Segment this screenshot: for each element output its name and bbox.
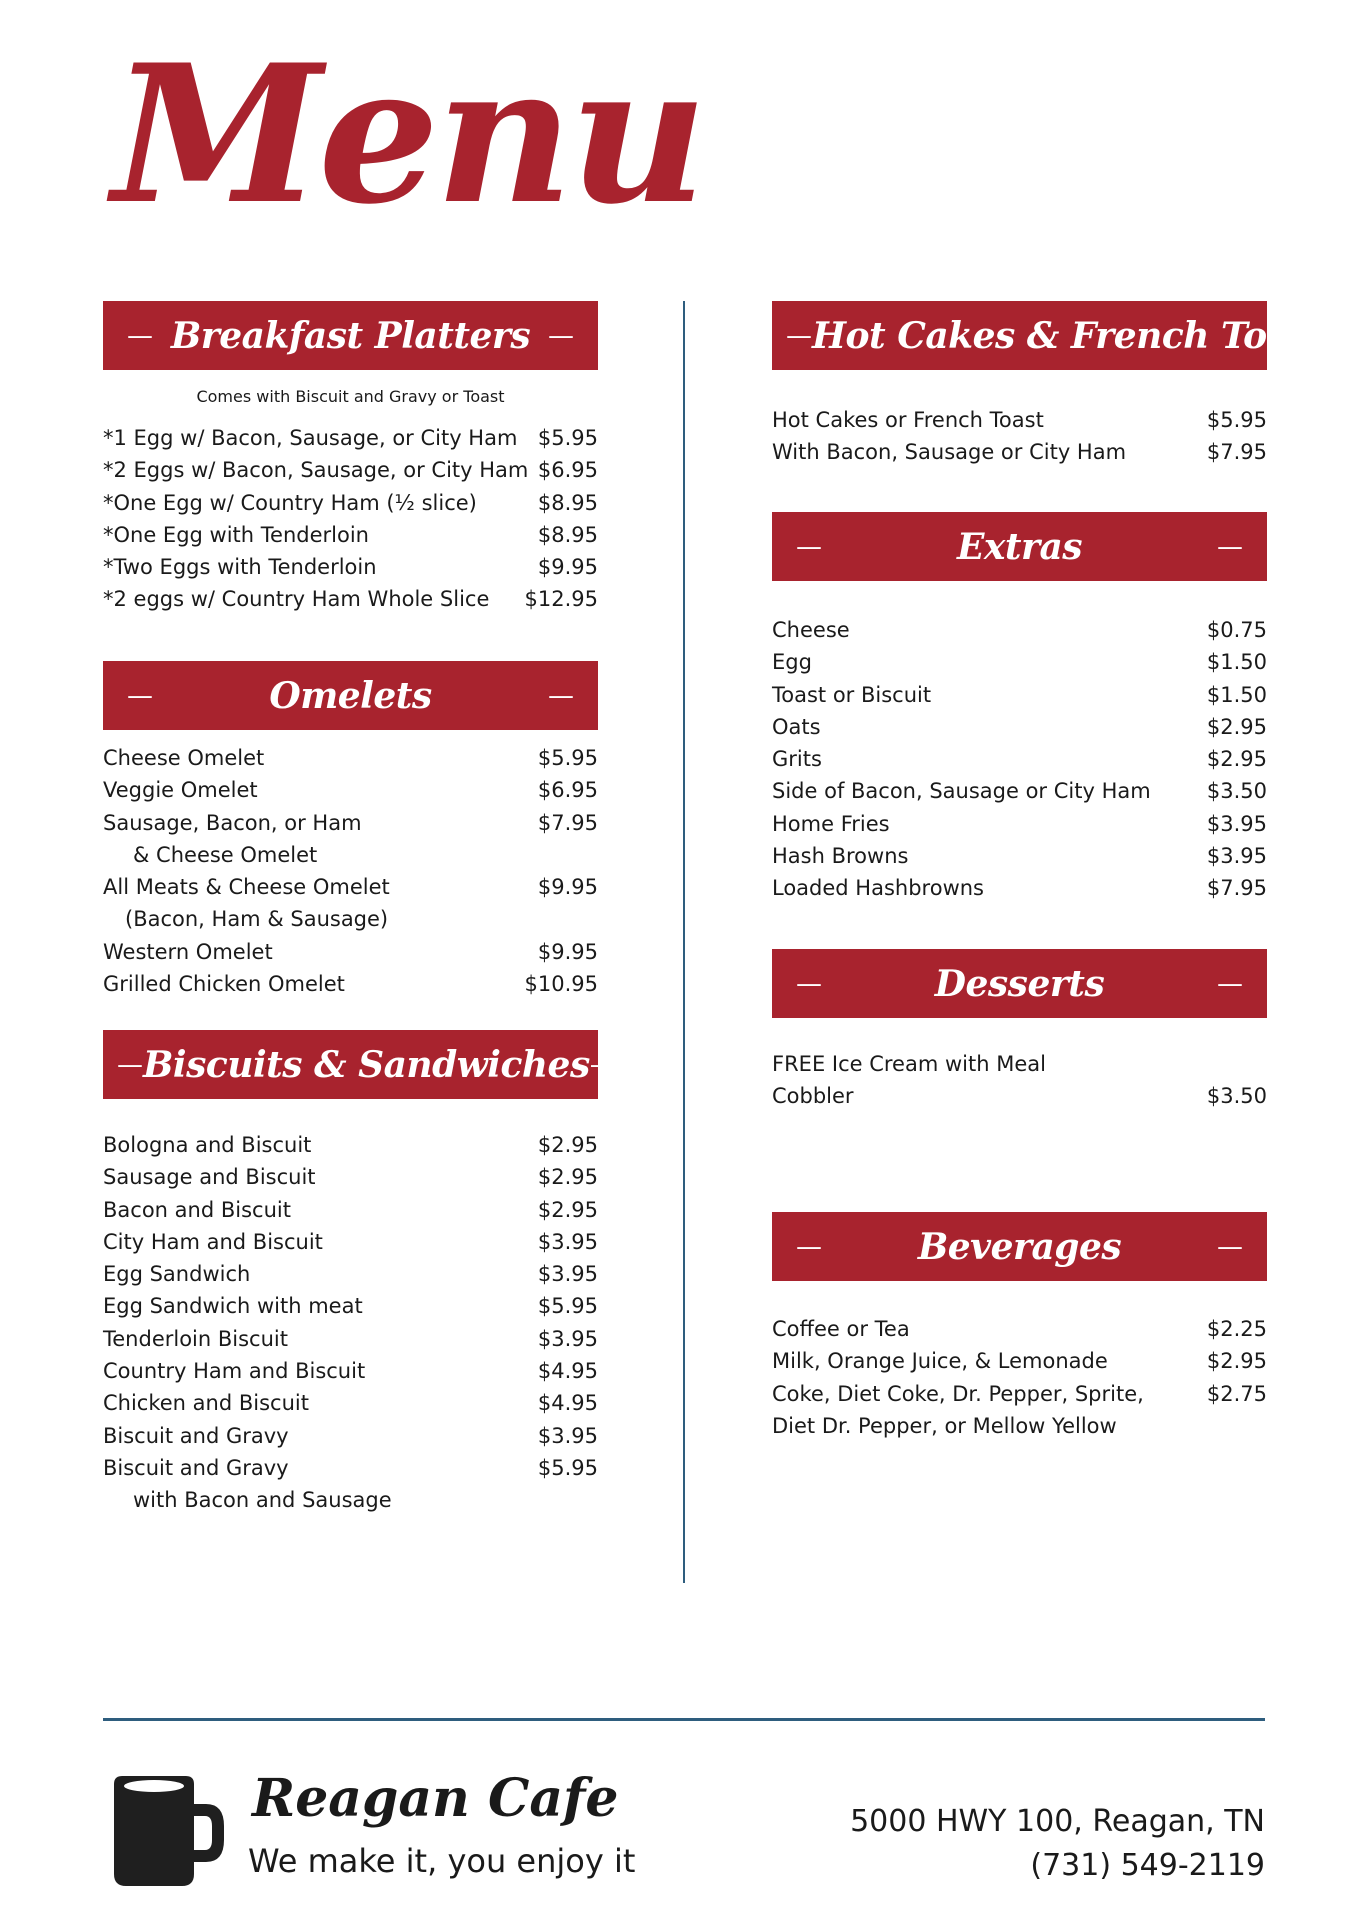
item-price: $9.95 <box>537 875 598 900</box>
item-name: Country Ham and Biscuit <box>103 1359 366 1384</box>
section-breakfast-platters <box>103 301 598 616</box>
item-name: Western Omelet <box>103 939 273 964</box>
menu-item <box>103 1420 598 1452</box>
menu-item <box>772 614 1267 646</box>
menu-item <box>103 968 598 1000</box>
menu-item <box>103 1323 598 1355</box>
section-extras <box>772 512 1267 905</box>
menu-item <box>103 774 598 806</box>
item-subtext: with Bacon and Sausage <box>133 1488 392 1513</box>
item-price: $3.50 <box>1206 1084 1267 1109</box>
section-note: Comes with Biscuit and Gravy or Toast <box>196 387 505 406</box>
menu-item <box>772 646 1267 678</box>
item-price: $3.95 <box>537 1229 598 1254</box>
item-name: Egg <box>772 650 812 675</box>
item-price: $5.95 <box>537 426 598 450</box>
item-name: *2 eggs w/ Country Ham Whole Slice <box>103 587 490 612</box>
item-subtext: & Cheese Omelet <box>133 842 318 867</box>
menu-item <box>772 1378 1267 1410</box>
menu-item-list <box>772 1313 1267 1442</box>
item-name: *One Egg w/ Country Ham (½ slice) <box>103 490 477 515</box>
item-price: $5.95 <box>1206 408 1267 432</box>
item-price: $8.95 <box>537 490 598 515</box>
item-name: Cheese <box>772 618 850 642</box>
section-banner <box>772 512 1267 581</box>
banner-dash: — <box>1325 320 1352 351</box>
contact-info <box>850 1800 1265 1888</box>
section-omelets <box>103 661 598 1000</box>
item-price: $3.95 <box>537 1423 598 1448</box>
phone-number: (731) 549-2119 <box>1030 1848 1265 1883</box>
item-price: $7.95 <box>1206 876 1267 901</box>
item-subtext: (Bacon, Ham & Sausage) <box>125 907 389 932</box>
item-name: City Ham and Biscuit <box>103 1229 323 1254</box>
item-name: Toast or Biscuit <box>772 682 932 707</box>
menu-item-list <box>103 742 598 1000</box>
item-name: With Bacon, Sausage or City Ham <box>772 440 1127 465</box>
item-name: Chicken and Biscuit <box>103 1391 309 1416</box>
section-desserts <box>772 949 1267 1113</box>
menu-item <box>103 742 598 774</box>
item-name: Cheese Omelet <box>103 746 265 770</box>
item-price: $2.95 <box>537 1133 598 1157</box>
section-beverages <box>772 1212 1267 1442</box>
menu-item <box>772 1313 1267 1345</box>
menu-item <box>772 808 1267 840</box>
section-title: Omelets <box>269 674 432 717</box>
banner-dash: — <box>796 531 822 562</box>
banner-dash: — <box>1217 968 1243 999</box>
banner-dash: — <box>127 320 153 351</box>
item-name: Sausage and Biscuit <box>103 1165 316 1190</box>
item-name: Milk, Orange Juice, & Lemonade <box>772 1349 1108 1374</box>
menu-item <box>103 1290 598 1322</box>
menu-item-list <box>103 1129 598 1517</box>
section-title: Breakfast Platters <box>170 314 531 357</box>
item-name: Side of Bacon, Sausage or City Ham <box>772 779 1151 804</box>
banner-dash: — <box>548 320 574 351</box>
item-name: All Meats & Cheese Omelet <box>103 875 390 900</box>
menu-item <box>103 936 598 968</box>
item-name: *2 Eggs w/ Bacon, Sausage, or City Ham <box>103 458 529 483</box>
menu-item <box>103 1452 598 1484</box>
menu-item <box>772 436 1267 468</box>
menu-item <box>772 872 1267 904</box>
banner-dash: — <box>796 968 822 999</box>
banner-dash: — <box>1216 1231 1243 1262</box>
item-name: Hash Browns <box>772 844 909 869</box>
banner-dash: — <box>548 680 574 711</box>
item-price: $4.95 <box>537 1359 598 1384</box>
item-price: $6.95 <box>537 778 598 803</box>
item-price: $4.95 <box>537 1391 598 1416</box>
section-title: Beverages <box>917 1225 1122 1268</box>
item-name: Sausage, Bacon, or Ham <box>103 810 362 835</box>
item-name: Egg Sandwich with meat <box>103 1294 363 1319</box>
item-price: $3.50 <box>1206 779 1267 804</box>
item-name: Bologna and Biscuit <box>103 1133 312 1157</box>
menu-item <box>772 404 1267 436</box>
menu-item <box>772 840 1267 872</box>
banner-dash: — <box>1217 531 1243 562</box>
menu-item <box>103 519 598 551</box>
section-title: Extras <box>956 525 1083 568</box>
item-price: $2.95 <box>537 1197 598 1222</box>
menu-item <box>103 1258 598 1290</box>
item-name: Loaded Hashbrowns <box>772 876 984 901</box>
item-name: Home Fries <box>772 811 890 836</box>
menu-item <box>103 551 598 583</box>
item-name: FREE Ice Cream with Meal <box>772 1052 1046 1076</box>
item-name: *1 Egg w/ Bacon, Sausage, or City Ham <box>103 426 518 450</box>
item-name: Biscuit and Gravy <box>103 1423 289 1448</box>
item-price: $2.75 <box>1206 1381 1267 1406</box>
column-divider <box>683 301 685 1583</box>
section-banner <box>772 949 1267 1018</box>
item-price: $6.95 <box>537 458 598 483</box>
item-price: $10.95 <box>524 972 598 997</box>
item-price: $3.95 <box>1206 811 1267 836</box>
menu-item <box>103 422 598 454</box>
menu-item <box>103 1194 598 1226</box>
item-price: $2.95 <box>1206 747 1267 772</box>
item-name: Coffee or Tea <box>772 1317 910 1341</box>
item-name: Hot Cakes or French Toast <box>772 408 1044 432</box>
banner-dash: — <box>796 1231 822 1262</box>
item-name: Cobbler <box>772 1084 854 1109</box>
item-subtext: Diet Dr. Pepper, or Mellow Yellow <box>772 1413 1117 1438</box>
address: 5000 HWY 100, Reagan, TN <box>850 1804 1265 1839</box>
item-price: $2.25 <box>1206 1317 1267 1341</box>
section-biscuits-sandwiches <box>103 1030 616 1517</box>
menu-item <box>103 807 598 839</box>
banner-dash: — <box>589 1049 616 1080</box>
banner-dash: — <box>786 320 812 351</box>
menu-item <box>103 1387 598 1419</box>
item-name: Tenderloin Biscuit <box>103 1326 288 1351</box>
menu-item <box>103 454 598 486</box>
item-name: Veggie Omelet <box>103 778 258 803</box>
section-banner <box>103 661 598 730</box>
menu-item <box>772 711 1267 743</box>
item-name: *One Egg with Tenderloin <box>103 522 369 547</box>
item-name: *Two Eggs with Tenderloin <box>103 555 377 580</box>
menu-item <box>772 1080 1267 1112</box>
item-price: $2.95 <box>537 1165 598 1190</box>
item-name: Oats <box>772 714 821 739</box>
item-price: $9.95 <box>537 939 598 964</box>
section-title: Biscuits & Sandwiches <box>143 1043 590 1086</box>
section-title: Hot Cakes & French Toast <box>812 314 1326 357</box>
item-price: $1.50 <box>1206 650 1267 675</box>
item-price: $9.95 <box>537 555 598 580</box>
menu-item <box>103 487 598 519</box>
item-price: $2.95 <box>1206 1349 1267 1374</box>
menu-item <box>103 1161 598 1193</box>
item-name: Bacon and Biscuit <box>103 1197 291 1222</box>
banner-dash: — <box>127 680 153 711</box>
item-price: $3.95 <box>1206 844 1267 869</box>
item-price: $8.95 <box>537 522 598 547</box>
section-banner <box>103 1030 616 1099</box>
item-price: $12.95 <box>524 587 598 612</box>
cafe-name: Reagan Cafe <box>252 1768 619 1829</box>
menu-item <box>103 1355 598 1387</box>
item-name: Grilled Chicken Omelet <box>103 972 345 997</box>
menu-item-list <box>772 614 1267 905</box>
item-name: Coke, Diet Coke, Dr. Pepper, Sprite, <box>772 1381 1144 1406</box>
menu-item <box>772 1048 1267 1080</box>
menu-item <box>772 743 1267 775</box>
menu-item <box>103 871 598 903</box>
item-price: $3.95 <box>537 1326 598 1351</box>
item-name: Biscuit and Gravy <box>103 1455 289 1480</box>
coffee-mug-icon <box>108 1770 230 1894</box>
item-price: $0.75 <box>1206 618 1267 642</box>
item-price: $7.95 <box>1206 440 1267 465</box>
item-name: Egg Sandwich <box>103 1262 251 1287</box>
item-price: $1.50 <box>1206 682 1267 707</box>
item-price: $2.95 <box>1206 714 1267 739</box>
section-banner <box>772 1212 1267 1281</box>
cafe-tagline: We make it, you enjoy it <box>248 1842 636 1880</box>
menu-item <box>772 679 1267 711</box>
menu-item-list <box>772 1048 1267 1113</box>
item-price: $5.95 <box>537 1294 598 1319</box>
item-price: $5.95 <box>537 746 598 770</box>
menu-item-list <box>103 422 598 616</box>
menu-item <box>103 583 598 615</box>
menu-title: Menu <box>112 23 704 246</box>
item-price: $5.95 <box>537 1455 598 1480</box>
item-price: $7.95 <box>537 810 598 835</box>
footer-divider <box>103 1718 1265 1721</box>
section-hot-cakes <box>772 301 1352 469</box>
menu-item <box>772 1345 1267 1377</box>
item-price: $3.95 <box>537 1262 598 1287</box>
section-banner <box>772 301 1352 370</box>
menu-item <box>103 1226 598 1258</box>
section-banner <box>103 301 598 370</box>
item-name: Grits <box>772 747 822 772</box>
menu-item <box>103 1129 598 1161</box>
menu-item-list <box>772 404 1267 469</box>
section-title: Desserts <box>934 962 1105 1005</box>
banner-dash: — <box>117 1049 143 1080</box>
menu-item <box>772 775 1267 807</box>
